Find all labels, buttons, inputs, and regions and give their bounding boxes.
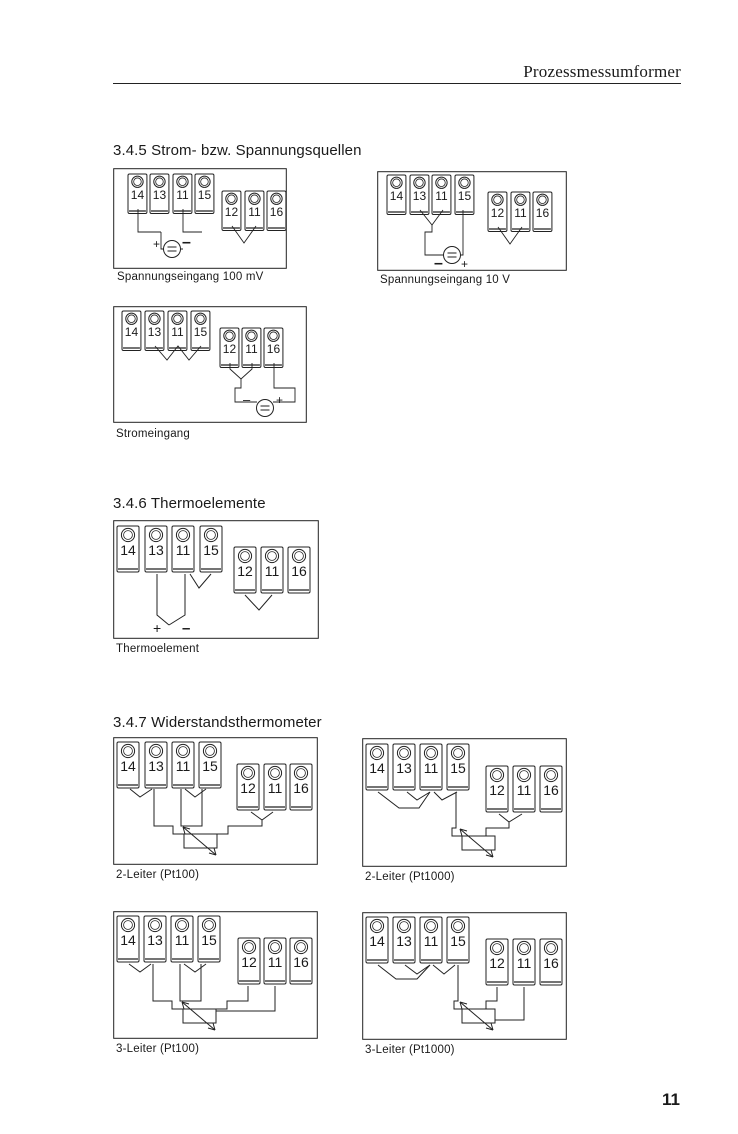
terminal-block bbox=[455, 175, 474, 215]
terminal-block bbox=[540, 766, 562, 812]
diagram-caption: Stromeingang bbox=[116, 428, 190, 440]
terminal-number: 13 bbox=[147, 324, 162, 339]
page-header-title: Prozessmessumformer bbox=[523, 62, 681, 81]
terminal-block bbox=[432, 175, 451, 215]
terminal-block bbox=[264, 938, 286, 984]
terminal-block bbox=[540, 939, 562, 985]
terminal-block bbox=[200, 526, 222, 572]
diagram-caption: Spannungseingang 100 mV bbox=[117, 271, 264, 283]
terminal-block bbox=[290, 764, 312, 810]
terminal-number: 11 bbox=[423, 933, 439, 949]
resistor-symbol bbox=[183, 827, 217, 855]
terminal-block bbox=[195, 174, 214, 214]
terminal-block bbox=[145, 311, 164, 351]
terminal-block bbox=[122, 311, 141, 351]
terminal-number: 14 bbox=[369, 760, 385, 776]
dc-source-symbol bbox=[444, 247, 461, 264]
terminal-block bbox=[117, 526, 139, 572]
diagram-caption: Spannungseingang 10 V bbox=[380, 274, 511, 286]
terminal-number: 14 bbox=[120, 932, 136, 948]
terminal-number: 12 bbox=[489, 955, 505, 971]
terminal-number: 15 bbox=[197, 187, 212, 202]
terminal-block bbox=[191, 311, 210, 351]
terminal-block bbox=[290, 938, 312, 984]
terminal-block bbox=[513, 939, 535, 985]
minus-sign: – bbox=[182, 234, 191, 251]
terminal-number: 11 bbox=[516, 955, 532, 971]
plus-sign: + bbox=[461, 257, 469, 271]
section-title-strom-spannung: 3.4.5 Strom- bzw. Spannungsquellen bbox=[113, 142, 362, 159]
resistor-symbol bbox=[182, 1002, 216, 1030]
minus-sign: – bbox=[434, 255, 443, 272]
terminal-number: 12 bbox=[222, 341, 237, 356]
terminal-block bbox=[150, 174, 169, 214]
terminal-block bbox=[245, 191, 264, 231]
terminal-number: 16 bbox=[293, 954, 309, 970]
terminal-number: 14 bbox=[120, 542, 136, 558]
terminal-block bbox=[366, 917, 388, 963]
terminal-number: 15 bbox=[203, 542, 219, 558]
wiring-diagram-3wire-pt1000 bbox=[362, 912, 567, 1040]
terminal-number: 11 bbox=[423, 760, 439, 776]
terminal-block bbox=[533, 192, 552, 232]
minus-sign: – bbox=[243, 392, 251, 407]
diagram-caption: 2-Leiter (Pt1000) bbox=[365, 871, 455, 883]
terminal-number: 11 bbox=[175, 542, 191, 558]
terminal-number: 11 bbox=[248, 204, 261, 219]
terminal-number: 11 bbox=[171, 324, 184, 339]
terminal-number: 11 bbox=[264, 563, 280, 579]
dc-source-symbol bbox=[161, 232, 183, 258]
terminal-number: 13 bbox=[148, 758, 164, 774]
terminal-number: 16 bbox=[535, 205, 550, 220]
diagram-caption: 3-Leiter (Pt1000) bbox=[365, 1044, 455, 1056]
terminal-block bbox=[264, 328, 283, 368]
terminal-number: 16 bbox=[293, 780, 309, 796]
terminal-number: 12 bbox=[489, 782, 505, 798]
section-title-thermoelemente: 3.4.6 Thermoelemente bbox=[113, 495, 266, 512]
terminal-block bbox=[488, 192, 507, 232]
terminal-number: 16 bbox=[291, 563, 307, 579]
terminal-block bbox=[238, 938, 260, 984]
diagram-caption: Thermoelement bbox=[116, 643, 200, 655]
terminal-number: 11 bbox=[516, 782, 532, 798]
terminal-number: 11 bbox=[514, 205, 527, 220]
terminal-number: 16 bbox=[543, 955, 559, 971]
terminal-block bbox=[128, 174, 147, 214]
diagram-caption: 2-Leiter (Pt100) bbox=[116, 869, 200, 881]
terminal-block bbox=[145, 742, 167, 788]
terminal-number: 12 bbox=[241, 954, 257, 970]
terminal-number: 15 bbox=[193, 324, 208, 339]
plus-sign: + bbox=[153, 620, 162, 636]
terminal-number: 13 bbox=[396, 933, 412, 949]
terminal-block bbox=[366, 744, 388, 790]
terminal-number: 12 bbox=[240, 780, 256, 796]
terminal-number: 13 bbox=[412, 188, 427, 203]
terminal-number: 14 bbox=[369, 933, 385, 949]
wiring-diagram-current bbox=[113, 306, 307, 423]
terminal-block bbox=[486, 939, 508, 985]
wiring-diagram-2wire-pt1000 bbox=[362, 738, 567, 867]
terminal-number: 14 bbox=[389, 188, 404, 203]
terminal-block bbox=[393, 917, 415, 963]
terminal-block bbox=[513, 766, 535, 812]
terminal-number: 13 bbox=[148, 542, 164, 558]
terminal-block bbox=[237, 764, 259, 810]
terminal-number: 15 bbox=[450, 760, 466, 776]
terminal-block bbox=[242, 328, 261, 368]
terminal-block bbox=[145, 526, 167, 572]
terminal-block bbox=[267, 191, 286, 231]
terminal-number: 14 bbox=[130, 187, 145, 202]
terminal-block bbox=[172, 742, 194, 788]
resistor-symbol bbox=[460, 1002, 495, 1030]
terminal-number: 11 bbox=[245, 341, 258, 356]
terminal-block bbox=[171, 916, 193, 962]
terminal-block bbox=[199, 742, 221, 788]
terminal-block bbox=[387, 175, 406, 215]
section-title-widerstand: 3.4.7 Widerstandsthermometer bbox=[113, 714, 322, 731]
terminal-number: 13 bbox=[396, 760, 412, 776]
diagram-caption: 3-Leiter (Pt100) bbox=[116, 1043, 200, 1055]
terminal-block bbox=[117, 742, 139, 788]
terminal-block bbox=[486, 766, 508, 812]
terminal-number: 12 bbox=[237, 563, 253, 579]
terminal-block bbox=[173, 174, 192, 214]
terminal-number: 15 bbox=[201, 932, 217, 948]
plus-sign: + bbox=[153, 237, 161, 251]
terminal-number: 13 bbox=[152, 187, 167, 202]
terminal-block bbox=[447, 744, 469, 790]
terminal-block bbox=[144, 916, 166, 962]
terminal-block bbox=[393, 744, 415, 790]
terminal-number: 12 bbox=[224, 204, 239, 219]
terminal-block bbox=[447, 917, 469, 963]
wiring-diagram-voltage-100mv bbox=[113, 168, 287, 269]
terminal-number: 14 bbox=[124, 324, 139, 339]
terminal-block bbox=[117, 916, 139, 962]
wiring-diagram-voltage-10v bbox=[377, 171, 567, 271]
terminal-number: 11 bbox=[267, 780, 283, 796]
terminal-block bbox=[220, 328, 239, 368]
terminal-number: 11 bbox=[267, 954, 283, 970]
terminal-number: 16 bbox=[266, 341, 281, 356]
terminal-number: 12 bbox=[490, 205, 505, 220]
terminal-block bbox=[420, 917, 442, 963]
terminal-number: 11 bbox=[176, 187, 189, 202]
terminal-block bbox=[511, 192, 530, 232]
plus-sign: + bbox=[276, 393, 284, 407]
terminal-block bbox=[198, 916, 220, 962]
wiring-diagram-3wire-pt100 bbox=[113, 911, 318, 1039]
terminal-number: 13 bbox=[147, 932, 163, 948]
terminal-block bbox=[264, 764, 286, 810]
terminal-number: 11 bbox=[435, 188, 448, 203]
page-number: 11 bbox=[662, 1090, 680, 1109]
terminal-number: 15 bbox=[457, 188, 472, 203]
dc-source-symbol bbox=[257, 400, 274, 417]
terminal-number: 14 bbox=[120, 758, 136, 774]
terminal-block bbox=[234, 547, 256, 593]
terminal-block bbox=[420, 744, 442, 790]
resistor-symbol bbox=[460, 829, 495, 857]
terminal-number: 11 bbox=[174, 932, 190, 948]
terminal-block bbox=[410, 175, 429, 215]
terminal-block bbox=[168, 311, 187, 351]
terminal-number: 16 bbox=[543, 782, 559, 798]
wiring-diagram-2wire-pt100 bbox=[113, 737, 318, 865]
terminal-block bbox=[288, 547, 310, 593]
minus-sign: – bbox=[182, 620, 191, 637]
wiring-diagram-thermocouple bbox=[113, 520, 319, 639]
terminal-number: 15 bbox=[450, 933, 466, 949]
header-rule bbox=[113, 83, 681, 84]
terminal-number: 16 bbox=[269, 204, 284, 219]
terminal-block bbox=[172, 526, 194, 572]
terminal-block bbox=[222, 191, 241, 231]
terminal-block bbox=[261, 547, 283, 593]
terminal-number: 15 bbox=[202, 758, 218, 774]
terminal-number: 11 bbox=[175, 758, 191, 774]
